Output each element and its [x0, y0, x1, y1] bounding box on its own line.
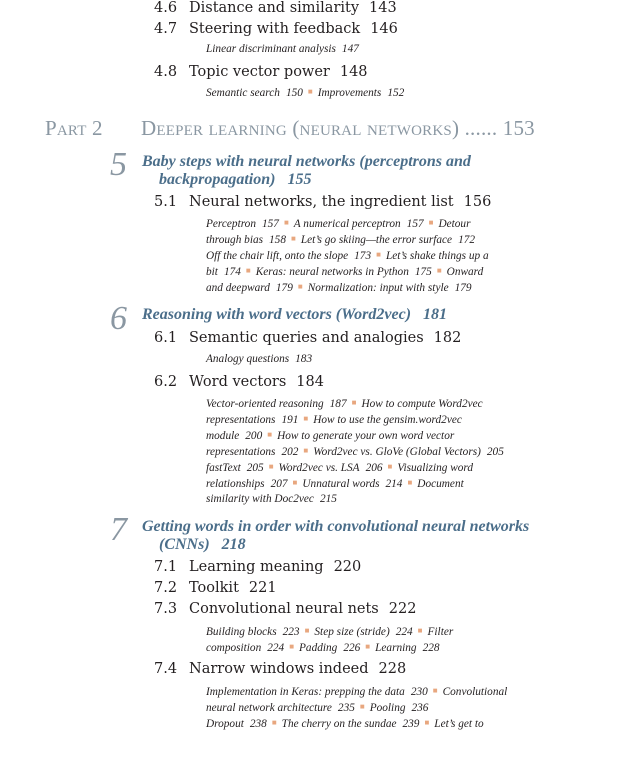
separator-icon: ■ — [359, 702, 365, 711]
section-title: Word vectors — [189, 374, 287, 390]
separator-icon: ■ — [292, 478, 298, 487]
separator-icon: ■ — [436, 266, 442, 275]
subsection-title: representations — [206, 446, 276, 458]
section-page: 221 — [248, 580, 277, 596]
separator-icon: ■ — [432, 686, 438, 695]
subsection-title: Implementation in Keras: prepping the data — [206, 686, 405, 698]
chapter-title-line: Baby steps with neural networks (perceptrons and — [142, 153, 471, 170]
toc-section — [154, 559, 361, 576]
subsection-page: 173 — [354, 250, 372, 262]
chapter-page: 155 — [287, 171, 312, 188]
toc-section — [154, 330, 461, 347]
subsection-title: Detour — [438, 218, 471, 230]
separator-icon: ■ — [387, 462, 393, 471]
section-number: 7.4 — [154, 661, 178, 677]
subsection-page: 238 — [249, 718, 267, 730]
section-page: 228 — [378, 661, 407, 677]
subsection-page: 239 — [402, 718, 420, 730]
subsection-line — [206, 427, 454, 444]
subsection-line — [206, 475, 464, 492]
separator-icon: ■ — [424, 718, 430, 727]
subsection-title: Document — [417, 478, 464, 490]
chapter-page: 218 — [221, 536, 246, 553]
section-number: 6.2 — [154, 374, 178, 390]
subsection-title: How to generate your own word vector — [277, 430, 455, 442]
subsection-page: 205 — [486, 446, 504, 458]
subsection-title: similarity with Doc2vec — [206, 493, 314, 505]
subsection-title: module — [206, 430, 240, 442]
separator-icon: ■ — [304, 626, 310, 635]
section-title: Narrow windows indeed — [189, 661, 369, 677]
section-number: 7.1 — [154, 559, 178, 575]
subsection-line — [206, 395, 483, 412]
separator-icon: ■ — [365, 642, 371, 651]
separator-icon: ■ — [271, 718, 277, 727]
subsection-page: 183 — [295, 353, 313, 365]
part-label: Part 2 — [45, 116, 103, 140]
subsection-page: 230 — [410, 686, 428, 698]
subsection-title: Convolutional — [442, 686, 508, 698]
toc-section — [154, 0, 397, 17]
chapter-number: 6 — [110, 300, 127, 337]
subsection-page: 215 — [319, 493, 337, 505]
subsection-line — [206, 231, 475, 248]
separator-icon: ■ — [245, 266, 251, 275]
subsection-title: The cherry on the sundae — [281, 718, 397, 730]
subsection-title: Off the chair lift, onto the slope — [206, 250, 349, 262]
section-title: Semantic queries and analogies — [189, 330, 424, 346]
subsection-line — [206, 279, 472, 296]
subsection-page: 179 — [454, 282, 472, 294]
chapter-title — [142, 306, 447, 324]
part-title-group — [141, 116, 535, 140]
subsection-line — [206, 263, 483, 280]
section-page: 143 — [369, 0, 397, 16]
section-title: Convolutional neural nets — [189, 601, 379, 617]
toc-section — [154, 21, 398, 38]
subsection-title: Analogy questions — [206, 353, 290, 365]
section-page: 146 — [370, 21, 398, 37]
subsection-page: 226 — [343, 642, 361, 654]
section-number: 7.3 — [154, 601, 178, 617]
separator-icon: ■ — [303, 414, 309, 423]
section-title: Distance and similarity — [189, 0, 360, 16]
section-page: 182 — [433, 330, 462, 346]
subsection-title: A numerical perceptron — [293, 218, 401, 230]
subsection-title: neural network architecture — [206, 702, 332, 714]
subsection-title: Word2vec vs. LSA — [278, 462, 360, 474]
subsection-page: 172 — [458, 234, 476, 246]
subsection-title: Dropout — [206, 718, 244, 730]
subsection-title: fastText — [206, 462, 241, 474]
subsection-title: relationships — [206, 478, 265, 490]
section-title: Neural networks, the ingredient list — [189, 194, 454, 210]
subsection-title: Learning — [375, 642, 417, 654]
subsection-title: Improvements — [317, 87, 382, 99]
subsection-line — [206, 459, 473, 476]
subsection-title: Word2vec vs. GloVe (Global Vectors) — [313, 446, 481, 458]
section-title: Toolkit — [189, 580, 239, 596]
subsection-title: Linear discriminant analysis — [206, 43, 336, 55]
section-page: 184 — [296, 374, 324, 390]
subsection-page: 200 — [245, 430, 263, 442]
subsection-title: Perceptron — [206, 218, 256, 230]
subsection-page: 207 — [270, 478, 288, 490]
subsection-title: Semantic search — [206, 87, 280, 99]
subsection-title: Onward — [446, 266, 484, 278]
subsection-page: 235 — [337, 702, 355, 714]
subsection-title: and deepward — [206, 282, 270, 294]
subsection-page: 187 — [329, 398, 347, 410]
subsection-title: composition — [206, 642, 262, 654]
section-title: Steering with feedback — [189, 21, 361, 37]
subsection-line — [206, 84, 404, 101]
separator-icon: ■ — [267, 430, 273, 439]
separator-icon: ■ — [303, 446, 309, 455]
subsection-page: 174 — [223, 266, 241, 278]
subsection-line — [206, 443, 504, 460]
separator-icon: ■ — [307, 87, 313, 96]
subsection-line — [206, 715, 484, 732]
separator-icon: ■ — [417, 626, 423, 635]
subsection-title: Let’s go skiing—the error surface — [300, 234, 453, 246]
toc-section — [154, 661, 406, 678]
subsection-line — [206, 215, 470, 232]
separator-icon: ■ — [289, 642, 295, 651]
separator-icon: ■ — [290, 234, 296, 243]
separator-icon: ■ — [351, 398, 357, 407]
section-number: 6.1 — [154, 330, 178, 346]
subsection-title: Filter — [427, 626, 454, 638]
section-page: 148 — [339, 64, 368, 80]
toc-section — [154, 64, 368, 81]
subsection-title: Visualizing word — [397, 462, 474, 474]
chapter-page: 181 — [423, 306, 448, 323]
subsection-title: Vector-oriented reasoning — [206, 398, 324, 410]
subsection-page: 214 — [385, 478, 403, 490]
subsection-page: 191 — [281, 414, 299, 426]
section-title: Learning meaning — [189, 559, 324, 575]
subsection-title: Unnatural words — [302, 478, 380, 490]
subsection-page: 206 — [365, 462, 383, 474]
subsection-title: Keras: neural networks in Python — [255, 266, 409, 278]
subsection-title: Step size (stride) — [314, 626, 390, 638]
part-leader: ...... — [464, 116, 498, 140]
chapter-title-line: backpropagation) — [159, 171, 276, 188]
subsection-title: Pooling — [369, 702, 406, 714]
toc-section — [154, 374, 324, 391]
toc-section — [154, 580, 277, 597]
subsection-page: 157 — [261, 218, 279, 230]
toc-section — [154, 194, 491, 211]
part-page: 153 — [502, 116, 535, 140]
subsection-line — [206, 639, 440, 656]
subsection-line — [206, 699, 428, 716]
subsection-line — [206, 683, 507, 700]
subsection-page: 224 — [267, 642, 285, 654]
subsection-line — [206, 41, 359, 57]
section-title: Topic vector power — [189, 64, 330, 80]
chapter-title-line2 — [142, 171, 471, 189]
subsection-title: Building blocks — [206, 626, 277, 638]
toc-section — [154, 601, 416, 618]
chapter-number: 7 — [110, 511, 127, 548]
subsection-title: Let’s get to — [434, 718, 484, 730]
subsection-page: 175 — [414, 266, 432, 278]
separator-icon: ■ — [297, 282, 303, 291]
subsection-title: How to use the gensim.word2vec — [313, 414, 462, 426]
section-number: 4.6 — [154, 0, 178, 16]
separator-icon: ■ — [428, 218, 434, 227]
chapter-number: 5 — [110, 146, 127, 183]
section-number: 4.8 — [154, 64, 178, 80]
subsection-page: 236 — [411, 702, 429, 714]
subsection-page: 179 — [275, 282, 293, 294]
section-number: 4.7 — [154, 21, 178, 37]
subsection-title: Padding — [299, 642, 338, 654]
subsection-page: 202 — [281, 446, 299, 458]
section-page: 156 — [463, 194, 492, 210]
chapter-title-line: (CNNs) — [159, 536, 210, 553]
subsection-title: bit — [206, 266, 218, 278]
subsection-title: representations — [206, 414, 276, 426]
separator-icon: ■ — [376, 250, 381, 259]
subsection-line — [206, 411, 462, 428]
subsection-title: Normalization: input with style — [307, 282, 449, 294]
subsection-title: Let’s shake things up a — [385, 250, 489, 262]
subsection-line — [206, 351, 312, 367]
subsection-page: 223 — [282, 626, 300, 638]
subsection-page: 157 — [406, 218, 424, 230]
chapter-title — [142, 153, 471, 189]
subsection-line — [206, 247, 489, 264]
separator-icon: ■ — [268, 462, 274, 471]
subsection-line — [206, 491, 337, 507]
chapter-title-line: Getting words in order with convolutional neural networks — [142, 518, 530, 535]
section-number: 5.1 — [154, 194, 178, 210]
subsection-title: How to compute Word2vec — [361, 398, 483, 410]
section-page: 222 — [388, 601, 417, 617]
subsection-page: 205 — [246, 462, 264, 474]
subsection-line — [206, 623, 453, 640]
section-number: 7.2 — [154, 580, 178, 596]
subsection-page: 158 — [269, 234, 286, 246]
chapter-title-line: Reasoning with word vectors (Word2vec) — [142, 306, 412, 323]
subsection-page: 147 — [341, 43, 359, 55]
chapter-title-line2 — [142, 536, 529, 554]
subsection-page: 152 — [387, 87, 405, 99]
separator-icon: ■ — [407, 478, 413, 487]
subsection-title: through bias — [206, 234, 264, 246]
subsection-page: 228 — [422, 642, 440, 654]
section-page: 220 — [333, 559, 362, 575]
subsection-page: 150 — [285, 87, 303, 99]
subsection-page: 224 — [395, 626, 413, 638]
part-title: Deeper learning (neural networks) — [141, 116, 460, 140]
part-heading — [45, 116, 535, 140]
separator-icon: ■ — [283, 218, 289, 227]
chapter-title — [142, 518, 529, 554]
